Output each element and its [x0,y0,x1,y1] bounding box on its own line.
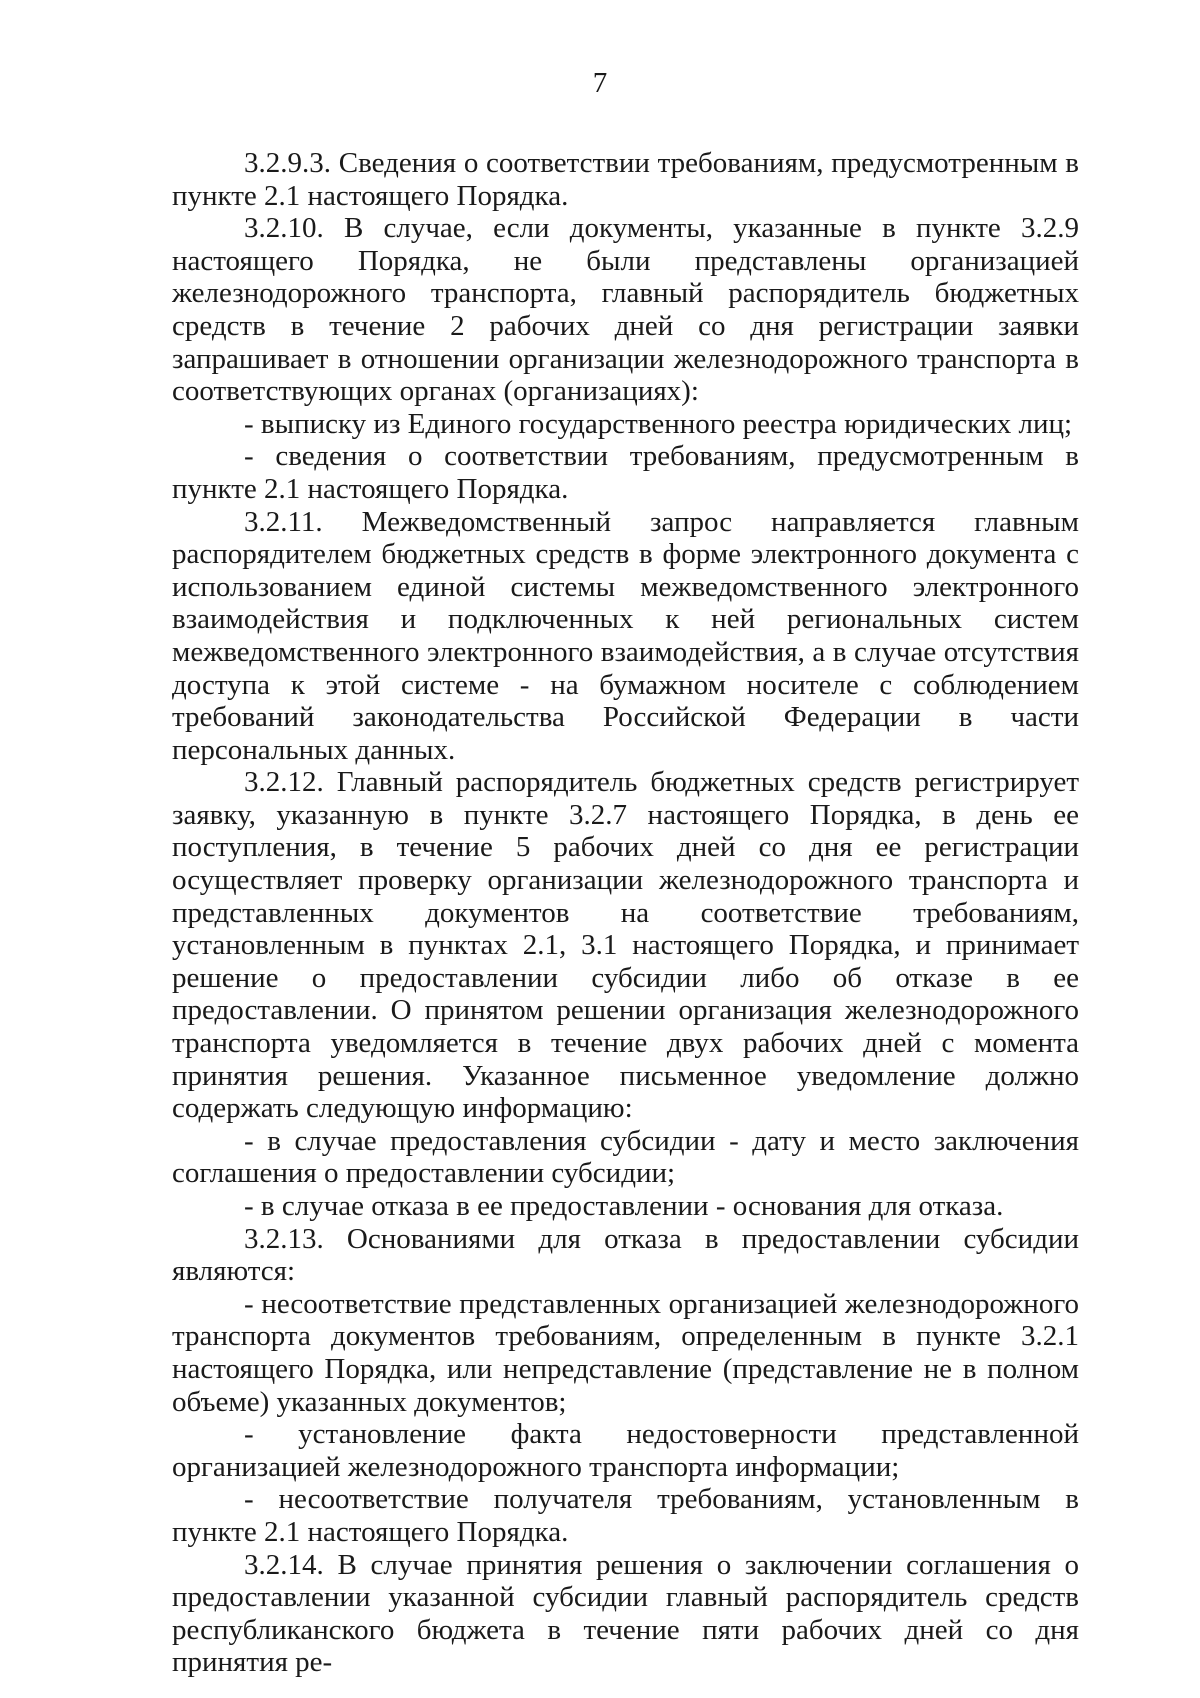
paragraph-3-2-9-3: 3.2.9.3. Сведения о соответствии требованиям, предусмотренным в пункте 2.1 настоящего Порядка. [172,147,1079,212]
list-item-compliance-info: - сведения о соответствии требованиям, предусмотренным в пункте 2.1 настоящего Порядка. [172,440,1079,505]
paragraph-3-2-10: 3.2.10. В случае, если документы, указанные в пункте 3.2.9 настоящего Порядка, не были представлены организацией железнодорожного транспорта, главный распорядитель бюджетных средств в течение 2 рабочих дней со дня регистрации заявки запрашивает в отношении организации железнодорожного транспорта в соответствующих органах (организациях): [172,212,1079,408]
list-item-grant-case: - в случае предоставления субсидии - дату и место заключения соглашения о предоставлении субсидии; [172,1124,1079,1190]
page-number: 7 [592,67,608,99]
document-body [172,147,1079,1679]
paragraph-3-2-14: 3.2.14. В случае принятия решения о заключении соглашения о предоставлении указанной субсидии главный распорядитель средств республиканского бюджета в течение пяти рабочих дней со дня принятия ре- [172,1548,1079,1679]
list-item-refusal-case: - в случае отказа в ее предоставлении - основания для отказа. [244,1190,1004,1222]
paragraph-3-2-13: 3.2.13. Основаниями для отказа в предоставлении субсидии являются: [172,1222,1079,1288]
list-item-document-mismatch: - несоответствие представленных организацией железнодорожного транспорта документов требованиям, определенным в пункте 3.2.1 настоящего Порядка, или непредставление (представление не в полном объеме) указанных документов; [172,1287,1079,1418]
list-item-extract-egrul: - выписку из Единого государственного реестра юридических лиц; [244,407,1073,440]
paragraph-3-2-12: 3.2.12. Главный распорядитель бюджетных средств регистрирует заявку, указанную в пункте 3.2.7 настоящего Порядка, в день ее поступления, в течение 5 рабочих дней со дня ее регистрации осуществляет проверку организации железнодорожного транспорта и представленных документов на соответствие требованиям, установленным в пунктах 2.1, 3.1 настоящего Порядка, и принимает решение о предоставлении субсидии либо об отказе в ее предоставлении. О принятом решении организация железнодорожного транспорта уведомляется в течение двух рабочих дней с момента принятия решения. Указанное письменное уведомление должно содержать следующую информацию: [172,766,1079,1125]
list-item-recipient-mismatch: - несоответствие получателя требованиям, установленным в пункте 2.1 настоящего Порядка. [172,1483,1079,1548]
paragraph-3-2-11: 3.2.11. Межведомственный запрос направляется главным распорядителем бюджетных средств в форме электронного документа с использованием единой системы межведомственного электронного взаимодействия и подключенных к ней региональных систем межведомственного электронного взаимодействия, а в случае отсутствия доступа к этой системе - на бумажном носителе с соблюдением требований законодательства Российской Федерации в части персональных данных. [172,505,1079,766]
list-item-false-information: - установление факта недостоверности представленной организацией железнодорожного транспорта информации; [172,1418,1079,1483]
